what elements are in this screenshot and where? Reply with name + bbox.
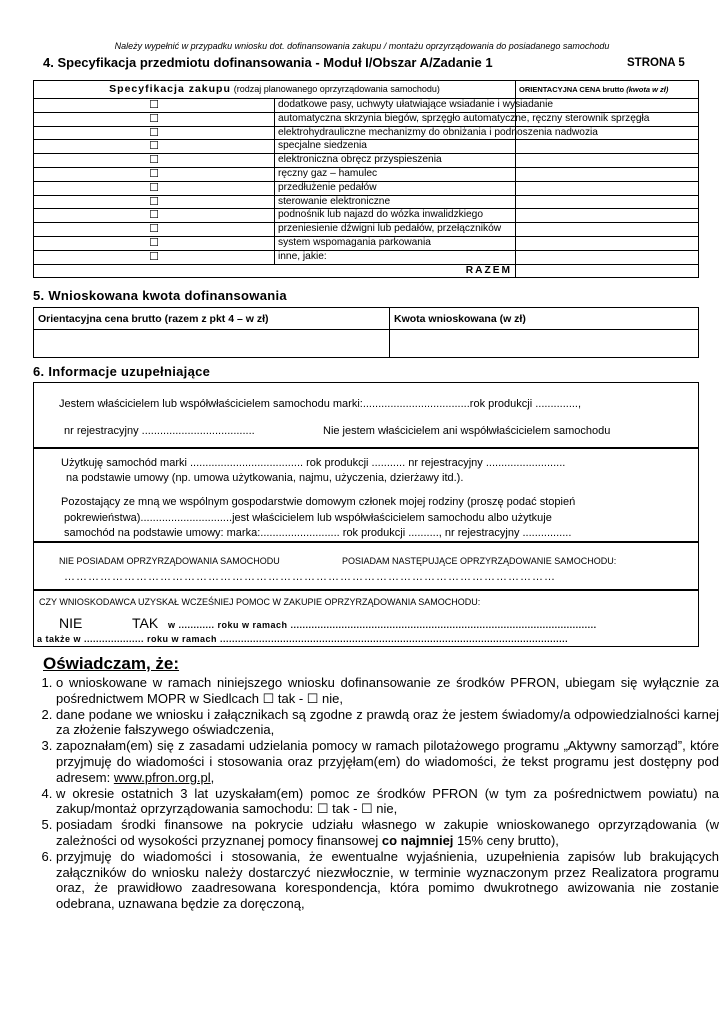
checkbox-icon[interactable]: ☐: [34, 112, 275, 126]
declaration-list: [33, 675, 719, 912]
spec-item-price-field[interactable]: [516, 154, 699, 168]
section-4-title: 4. Specyfikacja przedmiotu dofinansowania - Moduł I/Obszar A/Zadanie 1: [43, 55, 493, 70]
declaration-item: 4. w okresie ostatnich 3 lat uzyskałam(em) pomoc ze środków PFRON (w tym za pośrednictwem powiatu) na zakup/montaż oprzyrządowania samochodu: ☐ tak - ☐ nie,: [56, 786, 719, 818]
spec-row: [34, 250, 699, 264]
spec-row: [34, 181, 699, 195]
gross-price-field[interactable]: [34, 330, 390, 358]
spec-item-label: ręczny gaz – hamulec: [275, 167, 516, 181]
declaration-title: Oświadczam, że:: [43, 654, 180, 673]
not-owner-option[interactable]: Nie jestem właścicielem ani współwłaścicielem samochodu: [323, 425, 611, 437]
prior-help-no[interactable]: NIE: [59, 615, 83, 631]
requested-amount-field[interactable]: [390, 330, 699, 358]
section-5-title: 5. Wnioskowana kwota dofinansowania: [33, 288, 287, 303]
amount-table: [33, 307, 699, 358]
spec-item-label: inne, jakie:: [275, 250, 516, 264]
declaration-item: 5. posiadam środki finansowe na pokrycie udziału własnego w zakupie wnioskowanego oprzyrządowania (w zależności od wysokości przyznanej pomocy finansowej co najmniej 15% ceny brutto),: [56, 817, 719, 849]
prior-help-question: CZY WNIOSKODAWCA UZYSKAŁ WCZEŚNIEJ POMOC W ZAKUPIE OPRZYRZĄDOWANIA SAMOCHODU:: [39, 597, 481, 607]
total-price-field[interactable]: [516, 264, 699, 278]
spec-row: [34, 236, 699, 250]
form-note: Należy wypełnić w przypadku wniosku dot. dofinansowania zakupu / montażu oprzyrządowania do posiadanego samochodu: [114, 41, 610, 51]
spec-item-price-field[interactable]: [516, 223, 699, 237]
user-line-1[interactable]: Użytkuję samochód marki ..................................... rok produkcji ........... nr rejestracyjny ..........................: [61, 457, 566, 469]
spec-row: [34, 140, 699, 154]
family-line-3[interactable]: samochód na podstawie umowy: marka:.......................... rok produkcji .........., nr rejestracyjny ................: [64, 527, 572, 539]
spec-item-label: sterowanie elektroniczne: [275, 195, 516, 209]
spec-item-label: automatyczna skrzynia biegów, sprzęgło automatyczne, ręczny sterownik sprzęgła: [275, 112, 516, 126]
spec-row: [34, 99, 699, 113]
total-label: RAZEM: [34, 264, 516, 278]
equipment-have-option[interactable]: POSIADAM NASTĘPUJĄCE OPRZYRZĄDOWANIE SAMOCHODU:: [342, 556, 617, 566]
spec-item-label: elektrohydrauliczne mechanizmy do obniżania i podnoszenia nadwozia: [275, 126, 516, 140]
spec-item-label: elektroniczna obręcz przyspieszenia: [275, 154, 516, 168]
spec-item-price-field[interactable]: [516, 181, 699, 195]
user-line-2: na podstawie umowy (np. umowa użytkowania, najmu, użyczenia, dzierżawy itd.).: [66, 472, 464, 484]
checkbox-icon[interactable]: ☐: [34, 126, 275, 140]
prior-help-line-1[interactable]: w ............ roku w ramach ......................................................................................................: [168, 620, 597, 630]
spec-item-label: podnośnik lub najazd do wózka inwalidzkiego: [275, 209, 516, 223]
checkbox-icon[interactable]: ☐: [34, 250, 275, 264]
spec-row: [34, 167, 699, 181]
spec-header-sub: (rodzaj planowanego oprzyrządowania samochodu): [233, 84, 440, 94]
equipment-field[interactable]: ……………………………………………………………………………………………………………: [64, 571, 556, 583]
spec-row: [34, 209, 699, 223]
checkbox-icon[interactable]: ☐: [34, 209, 275, 223]
family-line-2[interactable]: pokrewieństwa)..............................jest właścicielem lub współwłaścicielem samochodu albo użytkuje: [64, 512, 552, 524]
spec-item-price-field[interactable]: [516, 195, 699, 209]
spec-item-price-field[interactable]: [516, 250, 699, 264]
requested-amount-header: Kwota wnioskowana (w zł): [390, 308, 699, 330]
checkbox-icon[interactable]: ☐: [34, 99, 275, 113]
price-header: ORIENTACYJNA CENA brutto (kwota w zł): [516, 81, 699, 99]
page-label: STRONA 5: [627, 57, 685, 69]
declaration-item: 3. zapoznałam(em) się z zasadami udzielania pomocy w ramach pilotażowego programu „Aktywny samorząd”, które przyjmuję do wiadomości i stosowania oraz przyjęłam(em) do wiadomości, że tekst programu jest dostępny pod adresem: www.pfron.org.pl,: [56, 738, 719, 785]
specification-table: [33, 80, 699, 278]
spec-header: [34, 81, 516, 99]
owner-line-2-registration[interactable]: nr rejestracyjny .....................................: [64, 425, 255, 437]
section-6-title: 6. Informacje uzupełniające: [33, 364, 211, 379]
spec-item-label: system wspomagania parkowania: [275, 236, 516, 250]
checkbox-icon[interactable]: ☐: [34, 140, 275, 154]
spec-item-price-field[interactable]: [516, 236, 699, 250]
spec-row: [34, 154, 699, 168]
spec-item-label: przeniesienie dźwigni lub pedałów, przełączników: [275, 223, 516, 237]
owner-line-1[interactable]: Jestem właścicielem lub współwłaścicielem samochodu marki:...................................rok produkcji ..............,: [59, 398, 582, 410]
spec-row: [34, 126, 699, 140]
pfron-link[interactable]: www.pfron.org.pl: [113, 769, 211, 785]
checkbox-icon[interactable]: ☐: [34, 223, 275, 237]
owner-box: [33, 382, 699, 448]
declaration-item: 1. o wnioskowane w ramach niniejszego wniosku dofinansowanie ze środków PFRON, ubiegam się wyłącznie za pośrednictwem MOPR w Siedlcach ☐ tak - ☐ nie,: [56, 675, 719, 707]
spec-row: [34, 223, 699, 237]
spec-item-label: specjalne siedzenia: [275, 140, 516, 154]
checkbox-icon[interactable]: ☐: [34, 236, 275, 250]
spec-item-price-field[interactable]: [516, 167, 699, 181]
checkbox-icon[interactable]: ☐: [34, 195, 275, 209]
spec-row: [34, 195, 699, 209]
declaration-item: 6. przyjmuję do wiadomości i stosowania, że ewentualne wyjaśnienia, uzupełnienia zapisów lub brakujących załączników do wniosku należy dostarczyć niezwłocznie, w terminie wyznaczonym przez Realizatora programu oraz, że prawidłowo zaadresowana korespondencja, która pomimo dwukrotnego awizowania nie zostanie odebrana, uznawana będzie za doręczoną,: [56, 849, 719, 912]
gross-price-header: Orientacyjna cena brutto (razem z pkt 4 – w zł): [34, 308, 390, 330]
spec-row: [34, 112, 699, 126]
family-line-1: Pozostający ze mną we wspólnym gospodarstwie domowym członek mojej rodziny (proszę podać stopień: [61, 496, 576, 508]
prior-help-line-2[interactable]: a także w .................... roku w ramach ....................................................................................................................: [37, 634, 569, 644]
spec-header-main: Specyfikacja zakupu: [109, 83, 231, 95]
spec-item-label: dodatkowe pasy, uchwyty ułatwiające wsiadanie i wysiadanie: [275, 99, 516, 113]
equipment-none-option[interactable]: NIE POSIADAM OPRZYRZĄDOWANIA SAMOCHODU: [59, 556, 280, 566]
checkbox-icon[interactable]: ☐: [34, 154, 275, 168]
declaration-item: 2. dane podane we wniosku i załącznikach są zgodne z prawdą oraz że jestem świadomy/a odpowiedzialności karnej za złożenie fałszywego oświadczenia,: [56, 707, 719, 739]
spec-item-label: przedłużenie pedałów: [275, 181, 516, 195]
checkbox-icon[interactable]: ☐: [34, 181, 275, 195]
spec-item-price-field[interactable]: [516, 209, 699, 223]
checkbox-icon[interactable]: ☐: [34, 167, 275, 181]
prior-help-yes[interactable]: TAK: [132, 615, 159, 631]
spec-item-price-field[interactable]: [516, 140, 699, 154]
